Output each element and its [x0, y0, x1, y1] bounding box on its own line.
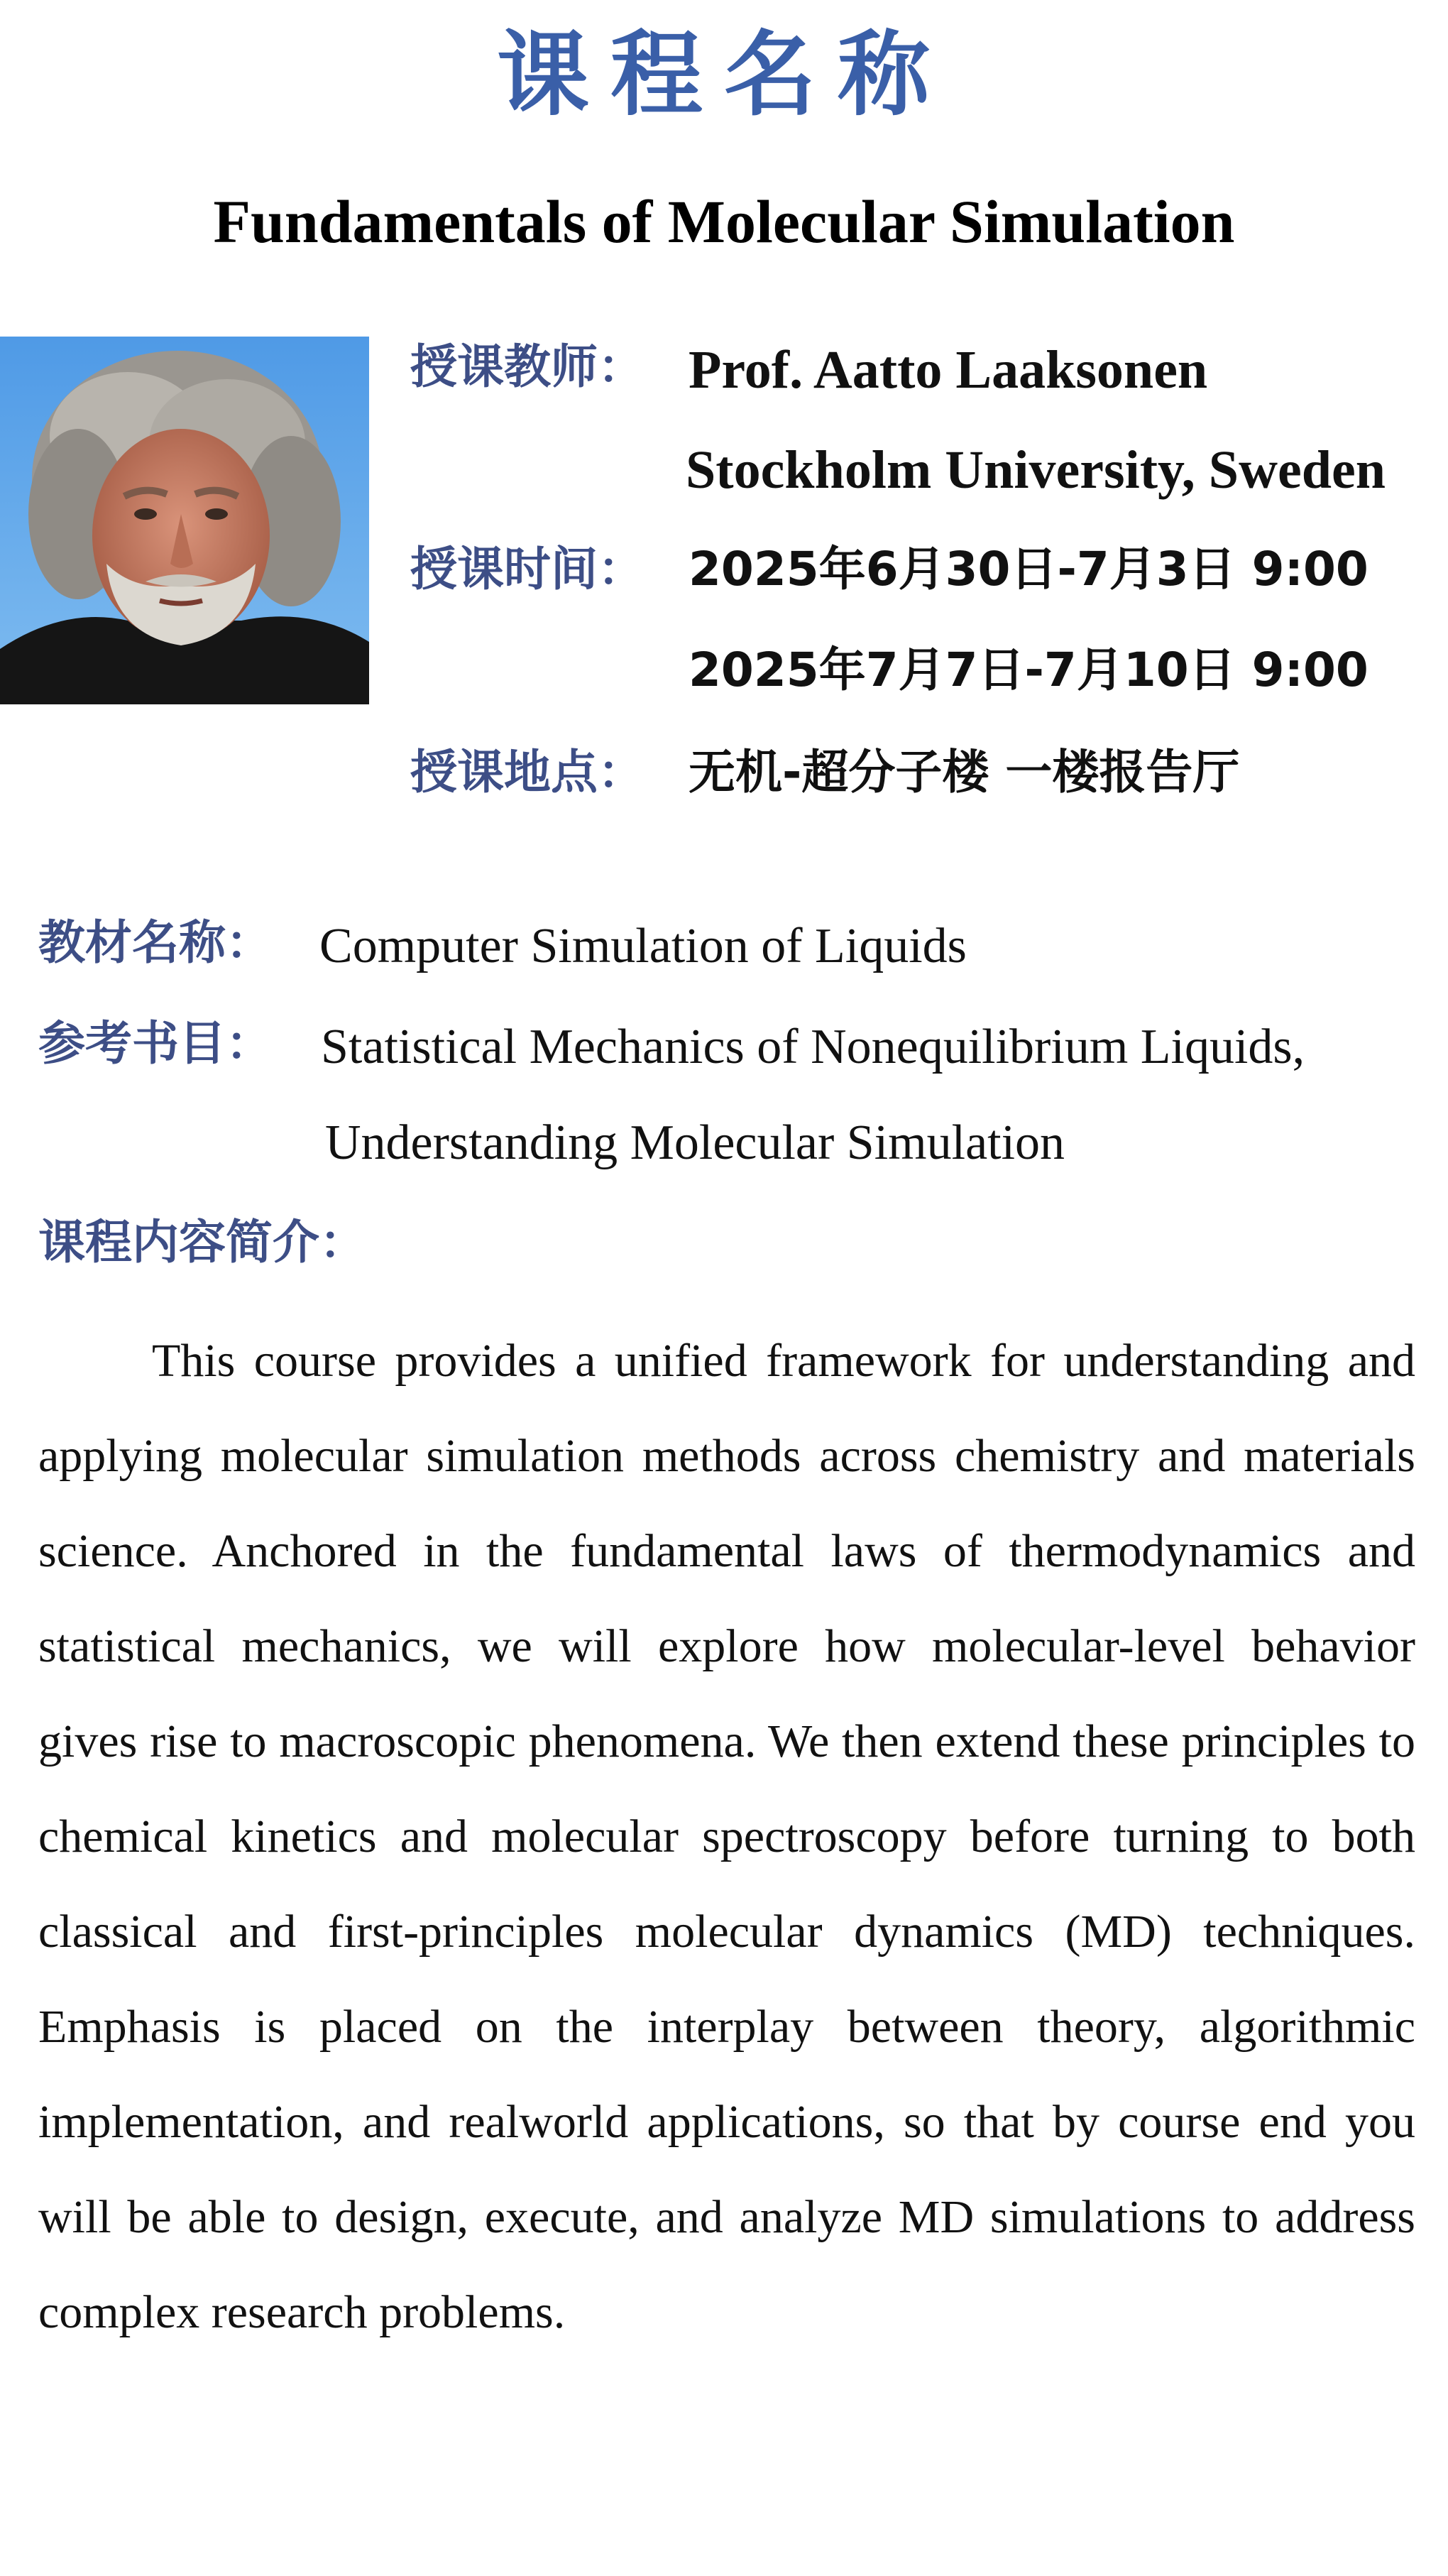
instructor-name: Prof. Aatto Laaksonen — [689, 340, 1208, 400]
schedule-date-2: 2025年7月7日-7月10日 9:00 — [689, 643, 1369, 697]
instructor-label: 授课教师： — [410, 339, 645, 394]
reference-item-2: Understanding Molecular Simulation — [325, 1115, 1065, 1170]
page-title: 课程名称 — [496, 21, 951, 129]
course-name: Fundamentals of Molecular Simulation — [213, 187, 1235, 256]
references-label: 参考书目： — [38, 1016, 273, 1071]
textbook-value: Computer Simulation of Liquids — [319, 919, 967, 973]
introduction-text: This course provides a unified framework for understanding and applying molecular simulation methods across chemistry and materials science. Anchored in the fundamental laws of thermodynamics and statistical mechanics, we will explore how molecular-level behavior gives rise to macroscopic phenomena. We then extend these principles to chemical kinetics and molecular spectroscopy before turning to both classical and first-principles molecular dynamics (MD) techniques. Emphasis is placed on the interplay between theory, algorithmic implementation, and realworld applications, so that by course end you will be able to design, execute, and analyze MD simulations to address complex research problems. — [38, 1335, 1415, 2338]
reference-item-1: Statistical Mechanics of Nonequilibrium Liquids, — [321, 1020, 1305, 1074]
instructor-affiliation: Stockholm University, Sweden — [686, 440, 1386, 500]
schedule-label: 授课时间： — [410, 542, 645, 596]
schedule-date-1: 2025年6月30日-7月3日 9:00 — [689, 542, 1369, 596]
textbook-label: 教材名称： — [38, 915, 273, 970]
introduction-label: 课程内容简介： — [38, 1215, 366, 1270]
instructor-photo — [0, 337, 369, 704]
location-label: 授课地点： — [410, 745, 645, 799]
location-value: 无机-超分子楼 一楼报告厅 — [689, 745, 1240, 799]
